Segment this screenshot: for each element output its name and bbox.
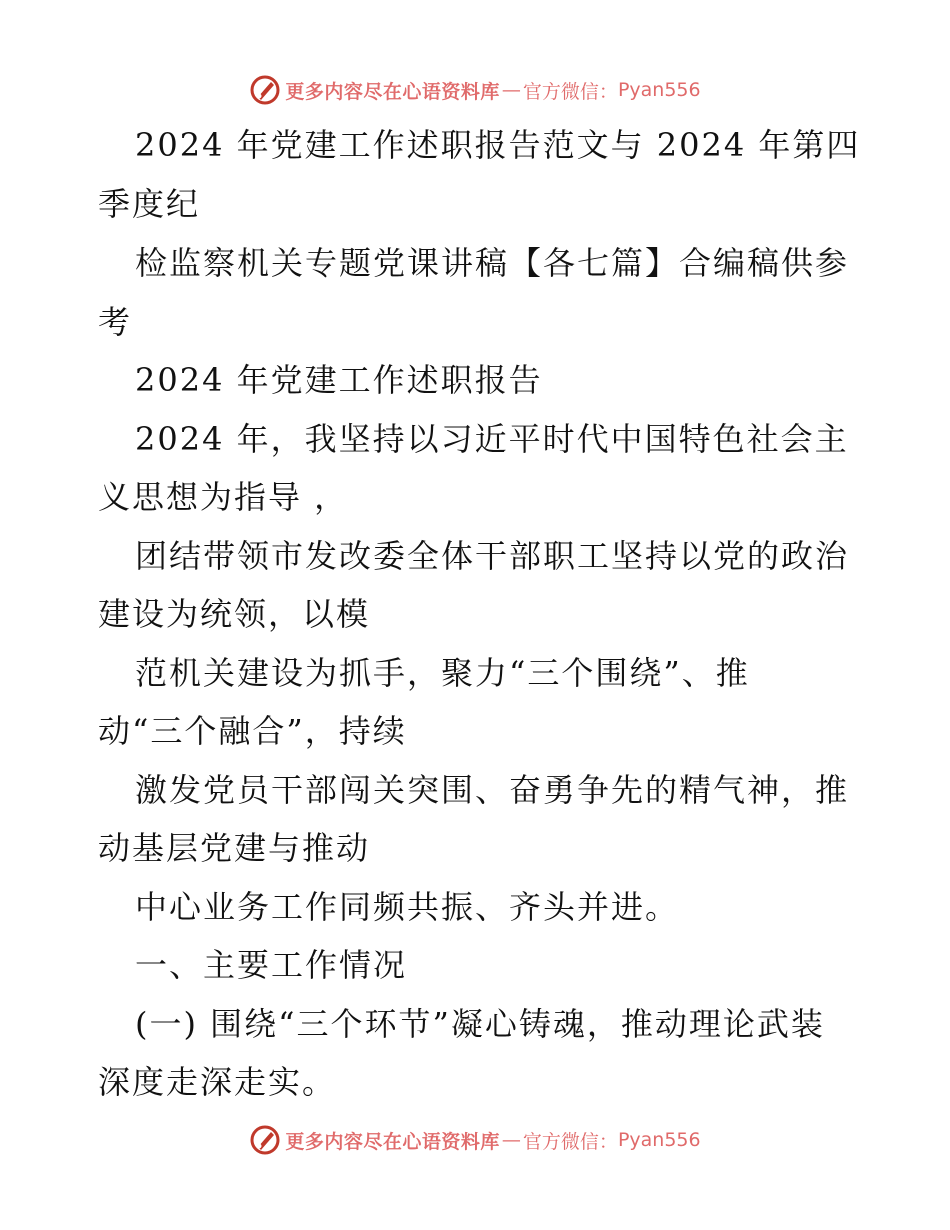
body-line: 动基层党建与推动 [98, 829, 371, 867]
body-line: 团结带领市发改委全体干部职工坚持以党的政治 [135, 537, 850, 575]
footer-watermark [0, 1120, 950, 1160]
watermark-text: 更多内容尽在心语资料库 [285, 80, 500, 103]
section-heading: 一、主要工作情况 [135, 946, 408, 984]
watermark-text: 更多内容尽在心语资料库 [285, 1130, 500, 1153]
body-line: 激发党员干部闯关突围、奋勇争先的精气神，推 [135, 771, 850, 809]
body-line: 季度纪 [98, 185, 201, 223]
body-line: 考 [98, 303, 133, 341]
watermark-dash: — [501, 79, 521, 101]
body-line: 检监察机关专题党课讲稿【各七篇】合编稿供参 [135, 244, 850, 282]
body-line: 2024 年，我坚持以习近平时代中国特色社会主 [135, 420, 849, 458]
watermark-wechat-label: 官方微信： [522, 1130, 618, 1153]
watermark-wechat-label: 官方微信： [522, 80, 618, 103]
body-line: 建设为统领，以模 [98, 595, 371, 633]
watermark-wechat-id: Pyan556 [617, 1129, 701, 1151]
watermark-wechat-id: Pyan556 [617, 79, 701, 101]
body-line: 义思想为指导 ， [98, 478, 349, 516]
body-line: 中心业务工作同频共振、齐头并进。 [135, 888, 680, 926]
subsection-heading: (一) 围绕“三个环节”凝心铸魂，推动理论武装 [135, 1005, 825, 1043]
pen-logo-icon [249, 74, 281, 106]
body-line: 动“三个融合”，持续 [98, 712, 407, 750]
body-line: 2024 年党建工作述职报告 [135, 361, 543, 399]
body-line: 深度走深走实。 [98, 1063, 337, 1101]
body-line: 2024 年党建工作述职报告范文与 2024 年第四 [135, 126, 861, 164]
pen-logo-icon [249, 1124, 281, 1156]
watermark-dash: — [501, 1129, 521, 1151]
body-line: 范机关建设为抓手，聚力“三个围绕”、推 [135, 654, 750, 692]
header-watermark [0, 70, 950, 110]
